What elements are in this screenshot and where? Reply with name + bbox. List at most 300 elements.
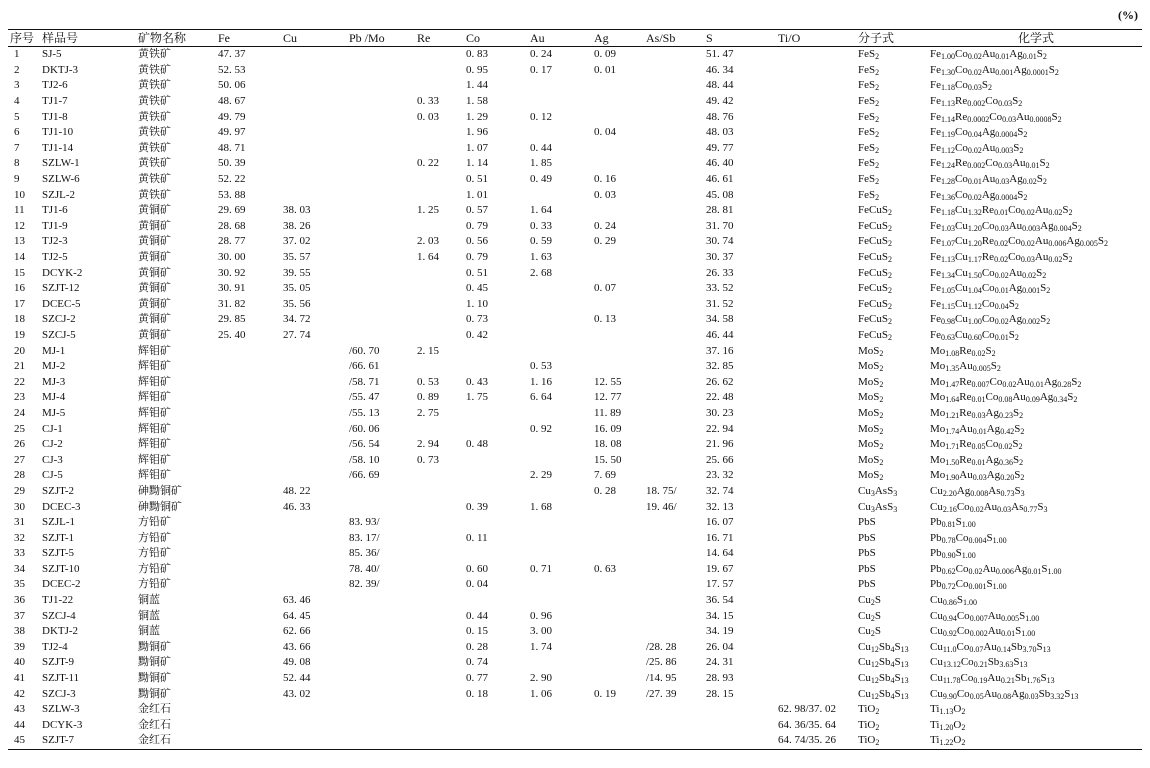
cell-chemical-formula: $Cu_{0.94}Co_{0.007}Au_{0.005}S_{1.00}$: [930, 609, 1040, 623]
cell-as-sb: [644, 406, 704, 422]
cell-re: 0. 53: [417, 375, 439, 388]
cell-molecular-formula: MoS$_2$: [858, 469, 884, 483]
cell-mineral-name: 黝铜矿: [138, 672, 171, 685]
table-body: [8, 47, 1142, 750]
cell-as-sb: [644, 343, 704, 359]
cell-mineral-name: 黝铜矿: [138, 656, 171, 669]
cell-sample-id: SZCJ-3: [42, 687, 76, 700]
cell-ti-o: [776, 141, 856, 157]
cell-co: [464, 452, 528, 468]
cell-ti-o: [776, 624, 856, 640]
cell-sample-id: SZCJ-4: [42, 609, 76, 622]
cell-cu: 48. 22: [283, 484, 311, 497]
cell-mineral-name: 辉钼矿: [138, 391, 171, 404]
cell-co: 0. 11: [466, 531, 488, 544]
table-row: [8, 671, 1142, 687]
cell-chemical-formula: $Fe_{1.28}Co_{0.01}Au_{0.03}Ag_{0.02}S_2$: [930, 173, 1047, 187]
table-row: [8, 250, 1142, 266]
cell-chemical-formula: $Pb_{0.81}S_{1.00}$: [930, 516, 976, 530]
cell-ag: [592, 718, 644, 734]
cell-fe: [216, 484, 281, 500]
cell-as-sb: [644, 156, 704, 172]
cell-co: [464, 406, 528, 422]
cell-mineral-name: 黄铜矿: [138, 204, 171, 217]
cell-as-sb: [644, 468, 704, 484]
cell-mineral-name: 金红石: [138, 718, 171, 731]
cell-sample-id: SZJT-1: [42, 531, 74, 544]
cell-s: 26. 04: [706, 640, 734, 653]
cell-molecular-formula: FeS$_2$: [858, 141, 880, 155]
table-header-row: [8, 30, 1142, 47]
cell-as-sb: [644, 234, 704, 250]
cell-fe: 49. 97: [218, 126, 246, 139]
cell-s: 46. 34: [706, 63, 734, 76]
cell-au: 0. 24: [530, 48, 552, 61]
cell-s: 37. 16: [706, 344, 734, 357]
cell-re: [415, 686, 464, 702]
cell-co: 0. 95: [466, 63, 488, 76]
cell-re: [415, 328, 464, 344]
cell-fe: 48. 71: [218, 141, 246, 154]
table-row: [8, 515, 1142, 531]
cell-mineral-name: 黄铜矿: [138, 235, 171, 248]
table-row: [8, 421, 1142, 437]
table-row: [8, 733, 1142, 749]
cell-au: [528, 437, 592, 453]
cell-mineral-name: 辉钼矿: [138, 360, 171, 373]
cell-re: 2. 15: [417, 344, 439, 357]
cell-sample-id: SZLW-6: [42, 173, 80, 186]
cell-cu: [281, 468, 347, 484]
cell-ti-o: 64. 36/35. 64: [778, 718, 837, 731]
cell-ag: 0. 19: [594, 687, 616, 700]
cell-molecular-formula: FeCuS$_2$: [858, 235, 892, 249]
cell-ti-o: [776, 484, 856, 500]
cell-ag: [592, 94, 644, 110]
cell-as-sb: [644, 47, 704, 63]
cell-ag: 16. 09: [594, 422, 622, 435]
cell-chemical-formula: $Fe_{1.03}Cu_{1.20}Co_{0.03}Au_{0.003}Ag_{0.004}S_2$: [930, 219, 1082, 233]
cell-ag: [592, 624, 644, 640]
cell-ag: [592, 141, 644, 157]
cell-co: 0. 73: [466, 313, 488, 326]
cell-s: 51. 47: [706, 48, 734, 61]
cell-pb-mo: /58. 71: [349, 375, 380, 388]
cell-ti-o: [776, 562, 856, 578]
header-pb-mo: Pb /Mo: [347, 30, 415, 47]
cell-molecular-formula: MoS$_2$: [858, 344, 884, 358]
cell-au: [528, 312, 592, 328]
cell-s: [704, 702, 776, 718]
cell-fe: [216, 733, 281, 749]
cell-s: 36. 54: [706, 594, 734, 607]
cell-chemical-formula: $Fe_{1.13}Cu_{1.17}Re_{0.02}Co_{0.03}Au_{0.02}S_2$: [930, 251, 1073, 265]
cell-au: 2. 29: [530, 469, 552, 482]
cell-fe: [216, 655, 281, 671]
cell-pb-mo: [347, 624, 415, 640]
header-mineral-name: 矿物名称: [136, 30, 216, 47]
cell-co: 0. 28: [466, 640, 488, 653]
cell-ti-o: [776, 94, 856, 110]
cell-ag: 0. 09: [594, 48, 616, 61]
cell-co: 1. 29: [466, 110, 488, 123]
cell-as-sb: [644, 421, 704, 437]
cell-as-sb: /27. 39: [646, 687, 677, 700]
cell-pb-mo: [347, 297, 415, 313]
cell-mineral-name: 金红石: [136, 733, 216, 749]
cell-cu: 35. 05: [283, 282, 311, 295]
cell-sample-id: TJ1-10: [42, 126, 74, 139]
cell-as-sb: [644, 702, 704, 718]
cell-pb-mo: 82. 39/: [349, 578, 380, 591]
cell-pb-mo: [347, 203, 415, 219]
cell-ti-o: [776, 406, 856, 422]
cell-fe: [216, 421, 281, 437]
cell-cu: [281, 78, 347, 94]
cell-au: [528, 125, 592, 141]
cell-as-sb: [644, 250, 704, 266]
cell-as-sb: [644, 312, 704, 328]
cell-pb-mo: [347, 484, 415, 500]
cell-pb-mo: /58. 10: [349, 453, 380, 466]
table-row: [8, 546, 1142, 562]
cell-index: 3: [14, 79, 20, 92]
cell-as-sb: [644, 452, 704, 468]
cell-re: 0. 22: [417, 157, 439, 170]
table-row: [8, 203, 1142, 219]
table-row: [8, 265, 1142, 281]
cell-co: [464, 733, 528, 749]
cell-fe: 28. 77: [218, 235, 246, 248]
cell-co: 0. 51: [466, 173, 488, 186]
cell-as-sb: [644, 141, 704, 157]
cell-s: 49. 42: [706, 95, 734, 108]
cell-index: 10: [14, 188, 25, 201]
table-row: [8, 452, 1142, 468]
cell-ti-o: [776, 125, 856, 141]
cell-ti-o: [776, 281, 856, 297]
cell-mineral-name: 方铅矿: [138, 547, 171, 560]
cell-ag: 18. 08: [594, 438, 622, 451]
cell-mineral-name: 黝铜矿: [138, 640, 171, 653]
cell-fe: [216, 608, 281, 624]
table-row: [8, 234, 1142, 250]
cell-pb-mo: [347, 47, 415, 63]
cell-fe: [216, 577, 281, 593]
cell-ti-o: [776, 250, 856, 266]
cell-molecular-formula: FeCuS$_2$: [858, 297, 892, 311]
cell-s: 32. 85: [706, 360, 734, 373]
cell-mineral-name: 黄铜矿: [138, 251, 171, 264]
cell-s: 45. 08: [706, 188, 734, 201]
cell-sample-id: TJ2-3: [42, 235, 68, 248]
cell-re: [415, 172, 464, 188]
cell-mineral-name: 黄铁矿: [138, 188, 171, 201]
cell-mineral-name: 黄铜矿: [138, 297, 171, 310]
cell-co: 0. 48: [466, 438, 488, 451]
cell-fe: [216, 499, 281, 515]
cell-au: 0. 59: [530, 235, 552, 248]
cell-s: 34. 58: [706, 313, 734, 326]
cell-cu: 46. 33: [283, 500, 311, 513]
cell-sample-id: DCYK-2: [42, 266, 83, 279]
header-ti-o: Ti/O: [776, 30, 856, 47]
cell-pb-mo: [347, 281, 415, 297]
cell-chemical-formula: $Mo_{1.64}Re_{0.01}Co_{0.08}Au_{0.09}Ag_{0.34}S_2$: [930, 391, 1078, 405]
cell-s: 48. 76: [706, 110, 734, 123]
cell-s: 26. 33: [706, 266, 734, 279]
cell-cu: [281, 733, 347, 749]
cell-re: [415, 265, 464, 281]
cell-ag: 0. 07: [594, 282, 616, 295]
cell-as-sb: [644, 94, 704, 110]
cell-cu: 43. 02: [283, 687, 311, 700]
cell-re: [415, 530, 464, 546]
header-s: S: [704, 30, 776, 47]
cell-chemical-formula: $Ti_{1.20}O_2$: [930, 718, 966, 732]
cell-ti-o: [776, 608, 856, 624]
cell-fe: [216, 530, 281, 546]
cell-pb-mo: /66. 69: [349, 469, 380, 482]
cell-mineral-name: 砷黝铜矿: [138, 500, 182, 513]
cell-pb-mo: 83. 17/: [349, 531, 380, 544]
cell-co: 1. 96: [466, 126, 488, 139]
cell-index: 31: [14, 516, 25, 529]
cell-pb-mo: 78. 40/: [349, 562, 380, 575]
header-au: Au: [528, 30, 592, 47]
cell-cu: [281, 702, 347, 718]
table-row: [8, 109, 1142, 125]
cell-au: [528, 530, 592, 546]
cell-chemical-formula: $Mo_{1.71}Re_{0.05}Co_{0.02}S_2$: [930, 438, 1023, 452]
cell-au: [528, 733, 592, 749]
cell-re: [415, 141, 464, 157]
cell-index: 28: [14, 469, 25, 482]
cell-index: 16: [14, 282, 25, 295]
cell-index: 39: [14, 640, 25, 653]
cell-co: [464, 546, 528, 562]
cell-mineral-name: 黄铜矿: [138, 328, 171, 341]
header-re: Re: [415, 30, 464, 47]
cell-sample-id: MJ-2: [42, 360, 66, 373]
cell-chemical-formula: $Mo_{1.90}Au_{0.03}Ag_{0.20}S_2$: [930, 469, 1025, 483]
cell-s: 16. 07: [706, 516, 734, 529]
cell-mineral-name: 辉钼矿: [138, 375, 171, 388]
cell-au: 3. 00: [530, 625, 552, 638]
cell-molecular-formula: PbS: [858, 578, 876, 591]
cell-index: 13: [14, 235, 25, 248]
cell-au: [528, 515, 592, 531]
cell-re: [415, 421, 464, 437]
cell-sample-id: TJ2-5: [42, 251, 68, 264]
cell-molecular-formula: FeS$_2$: [858, 79, 880, 93]
cell-as-sb: [644, 125, 704, 141]
cell-s: 28. 93: [706, 672, 734, 685]
cell-au: 1. 64: [530, 204, 552, 217]
cell-ag: 0. 03: [594, 188, 616, 201]
cell-ti-o: [776, 343, 856, 359]
cell-molecular-formula: FeS$_2$: [858, 173, 880, 187]
cell-as-sb: [644, 63, 704, 79]
cell-molecular-formula: FeS$_2$: [858, 63, 880, 77]
cell-co: [464, 515, 528, 531]
cell-fe: [216, 593, 281, 609]
cell-pb-mo: [347, 733, 415, 749]
cell-ag: 0. 63: [594, 562, 616, 575]
cell-cu: 43. 66: [283, 640, 311, 653]
cell-molecular-formula: FeCuS$_2$: [858, 251, 892, 265]
cell-re: 0. 89: [417, 391, 439, 404]
cell-pb-mo: [347, 608, 415, 624]
cell-molecular-formula: $Cu_{12}Sb_4S_{13}$: [858, 687, 909, 701]
cell-re: [415, 499, 464, 515]
cell-co: 0. 39: [466, 500, 488, 513]
cell-sample-id: SZLW-3: [42, 703, 80, 716]
cell-s: 17. 57: [706, 578, 734, 591]
cell-sample-id: MJ-3: [42, 375, 66, 388]
cell-s: 24. 31: [706, 656, 734, 669]
cell-index: 11: [14, 204, 25, 217]
table-row: [8, 63, 1142, 79]
cell-sample-id: SZJT-7: [40, 733, 136, 749]
cell-ag: 0. 13: [594, 313, 616, 326]
cell-pb-mo: [347, 718, 415, 734]
cell-sample-id: SZJT-11: [42, 672, 80, 685]
cell-sample-id: TJ1-7: [42, 95, 68, 108]
cell-chemical-formula: $Cu_{2.20}Ag_{0.008}As_{0.73}S_3$: [930, 484, 1025, 498]
cell-ti-o: [776, 156, 856, 172]
cell-ti-o: [776, 640, 856, 656]
cell-sample-id: MJ-4: [42, 391, 66, 404]
cell-re: [415, 608, 464, 624]
header-sample-id: 样品号: [40, 30, 136, 47]
cell-molecular-formula: MoS$_2$: [858, 391, 884, 405]
cell-re: [415, 702, 464, 718]
cell-as-sb: [644, 437, 704, 453]
cell-s: 30. 23: [706, 406, 734, 419]
cell-sample-id: SZJT-9: [42, 656, 74, 669]
cell-index: 38: [14, 625, 25, 638]
cell-as-sb: [644, 546, 704, 562]
cell-co: [464, 718, 528, 734]
cell-molecular-formula: $Cu_{12}Sb_4S_{13}$: [858, 672, 909, 686]
cell-re: [415, 593, 464, 609]
cell-fe: [216, 452, 281, 468]
cell-as-sb: /28. 28: [646, 640, 677, 653]
cell-re: [415, 281, 464, 297]
cell-ti-o: [776, 421, 856, 437]
cell-molecular-formula: FeCuS$_2$: [858, 266, 892, 280]
cell-co: 0. 79: [466, 219, 488, 232]
cell-index: 5: [14, 110, 20, 123]
cell-cu: 34. 72: [283, 313, 311, 326]
cell-pb-mo: [347, 63, 415, 79]
cell-fe: [216, 624, 281, 640]
cell-sample-id: MJ-1: [42, 344, 66, 357]
table-row: [8, 437, 1142, 453]
cell-as-sb: 18. 75/: [646, 484, 677, 497]
cell-mineral-name: 黄铁矿: [138, 63, 171, 76]
cell-index: 4: [14, 95, 20, 108]
cell-cu: [281, 125, 347, 141]
table-row: [8, 655, 1142, 671]
cell-pb-mo: [347, 250, 415, 266]
cell-re: [415, 125, 464, 141]
cell-cu: 27. 74: [283, 328, 311, 341]
cell-co: [464, 421, 528, 437]
cell-s: 28. 81: [706, 204, 734, 217]
table-row: [8, 219, 1142, 235]
cell-cu: [281, 374, 347, 390]
cell-co: 0. 51: [466, 266, 488, 279]
cell-co: 0. 44: [466, 609, 488, 622]
cell-chemical-formula: $Fe_{1.24}Re_{0.002}Co_{0.03}Au_{0.01}S_2$: [930, 157, 1050, 171]
cell-sample-id: TJ2-6: [42, 79, 68, 92]
table-row: [8, 593, 1142, 609]
cell-index: 17: [14, 297, 25, 310]
cell-as-sb: [644, 172, 704, 188]
cell-re: [415, 624, 464, 640]
cell-cu: [281, 141, 347, 157]
cell-molecular-formula: $Cu_2S$: [858, 594, 881, 608]
header-as-sb: As/Sb: [644, 30, 704, 47]
table-row: [8, 484, 1142, 500]
cell-pb-mo: [347, 265, 415, 281]
cell-chemical-formula: $Pb_{0.62}Co_{0.02}Au_{0.006}Ag_{0.01}S_{1.00}$: [930, 562, 1062, 576]
cell-index: 37: [14, 609, 25, 622]
cell-co: 1. 44: [466, 79, 488, 92]
cell-re: [415, 718, 464, 734]
cell-molecular-formula: $Cu_3AsS_3$: [858, 500, 898, 514]
table-row: [8, 187, 1142, 203]
cell-molecular-formula: TiO$_2$: [858, 718, 880, 732]
cell-s: 48. 03: [706, 126, 734, 139]
cell-chemical-formula: $Fe_{0.63}Cu_{0.60}Co_{0.01}S_2$: [930, 328, 1019, 342]
cell-as-sb: [644, 78, 704, 94]
cell-as-sb: [644, 203, 704, 219]
cell-co: 0. 79: [466, 251, 488, 264]
cell-fe: 50. 39: [218, 157, 246, 170]
cell-s: 48. 44: [706, 79, 734, 92]
cell-mineral-name: 黄铜矿: [138, 313, 171, 326]
cell-pb-mo: [347, 702, 415, 718]
cell-au: 0. 17: [530, 63, 552, 76]
cell-pb-mo: 83. 93/: [349, 516, 380, 529]
cell-re: [415, 577, 464, 593]
cell-index: 2: [14, 63, 20, 76]
cell-mineral-name: 黄铁矿: [138, 173, 171, 186]
cell-index: 24: [14, 406, 25, 419]
table-row: [8, 624, 1142, 640]
cell-fe: 31. 82: [218, 297, 246, 310]
cell-mineral-name: 铜蓝: [138, 609, 160, 622]
table-row: [8, 562, 1142, 578]
cell-fe: [216, 390, 281, 406]
cell-cu: [281, 343, 347, 359]
cell-mineral-name: 方铅矿: [138, 562, 171, 575]
cell-sample-id: CJ-2: [42, 438, 63, 451]
header-molecular-formula: 分子式: [856, 30, 928, 47]
cell-s: 22. 94: [706, 422, 734, 435]
cell-ti-o: [776, 671, 856, 687]
cell-molecular-formula: $Cu_{12}Sb_4S_{13}$: [858, 656, 909, 670]
cell-ti-o: [776, 47, 856, 63]
cell-index: 29: [14, 484, 25, 497]
cell-re: [415, 297, 464, 313]
cell-cu: [281, 359, 347, 375]
cell-co: 0. 04: [466, 578, 488, 591]
cell-fe: 50. 06: [218, 79, 246, 92]
